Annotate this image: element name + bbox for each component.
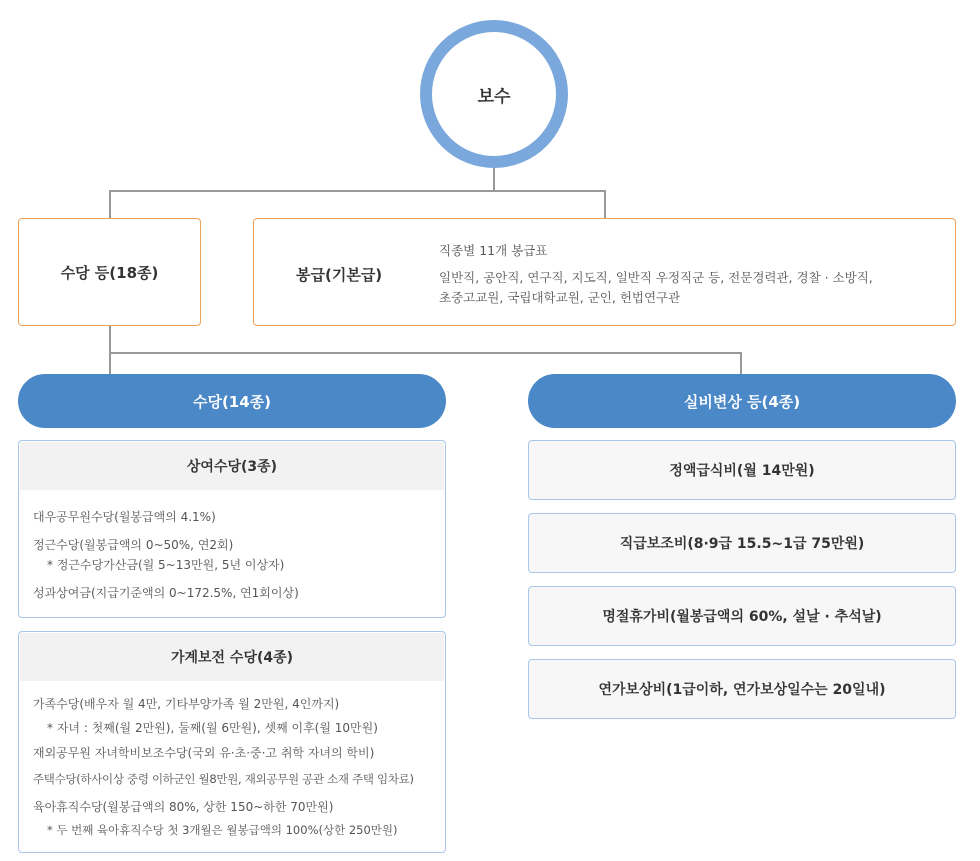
family-item: 주택수당(하사이상 중령 이하군인 월8만원, 재외공무원 공관 소재 주택 임차료) <box>33 772 414 786</box>
base-pay-heading: 직종별 11개 봉급표 <box>439 243 548 258</box>
expense-item-box <box>528 659 956 719</box>
base-pay-box <box>253 218 956 326</box>
family-item: 육아휴직수당(월봉급액의 80%, 상한 150~하한 70만원) <box>33 800 334 814</box>
connector <box>109 190 605 192</box>
bonus-panel <box>18 440 446 618</box>
allowances-label: 수당(14종) <box>192 392 272 411</box>
expense-item-label: 정액급식비(월 14만원) <box>669 463 815 479</box>
bonus-item: 대우공무원수당(월봉급액의 4.1%) <box>33 510 216 524</box>
bonus-item: 성과상여금(지급기준액의 0~172.5%, 연1회이상) <box>33 586 299 600</box>
family-panel <box>18 631 446 853</box>
allowances-total-label: 수당 등(18종) <box>60 263 159 282</box>
expense-item-box <box>528 513 956 573</box>
base-pay-detail: 초중고교원, 국립대학교원, 군인, 헌법연구관 <box>439 290 681 305</box>
expense-item-label: 명절휴가비(월봉급액의 60%, 설날 · 추석날) <box>602 609 882 625</box>
bonus-item: 정근수당(월봉급액의 0~50%, 연2회) <box>33 538 234 552</box>
base-pay-label: 봉급(기본급) <box>296 266 383 284</box>
expense-item-label: 직급보조비(8·9급 15.5~1급 75만원) <box>619 536 865 552</box>
family-item: 재외공무원 자녀학비보조수당(국외 유·초·중·고 취학 자녀의 학비) <box>33 746 375 760</box>
root-node <box>420 20 568 168</box>
family-item: * 두 번째 육아휴직수당 첫 3개월은 월봉급액의 100%(상한 250만원) <box>47 823 398 837</box>
allowances-pill <box>18 374 446 428</box>
family-item: * 자녀 : 첫째(월 2만원), 둘째(월 6만원), 셋째 이후(월 10만원) <box>47 721 378 735</box>
connector <box>740 352 742 374</box>
root-label: 보수 <box>477 86 511 107</box>
connector <box>109 326 111 374</box>
family-item: 가족수당(배우자 월 4만, 기타부양가족 월 2만원, 4인까지) <box>33 697 340 711</box>
connector <box>604 190 606 218</box>
expense-item-box <box>528 586 956 646</box>
allowances-total-box <box>18 218 201 326</box>
expenses-pill <box>528 374 956 428</box>
expense-item-label: 연가보상비(1급이하, 연가보상일수는 20일내) <box>598 682 886 698</box>
bonus-title: 상여수당(3종) <box>20 442 444 490</box>
bonus-item: * 정근수당가산금(월 5~13만원, 5년 이상자) <box>47 558 285 572</box>
expense-item-box <box>528 440 956 500</box>
connector <box>109 352 741 354</box>
family-title: 가계보전 수당(4종) <box>20 633 444 681</box>
connector <box>109 190 111 218</box>
expenses-label: 실비변상 등(4종) <box>683 392 801 411</box>
connector <box>493 168 495 190</box>
base-pay-detail: 일반직, 공안직, 연구직, 지도직, 일반직 우정직군 등, 전문경력관, 경찰 · 소방직, <box>439 270 873 285</box>
